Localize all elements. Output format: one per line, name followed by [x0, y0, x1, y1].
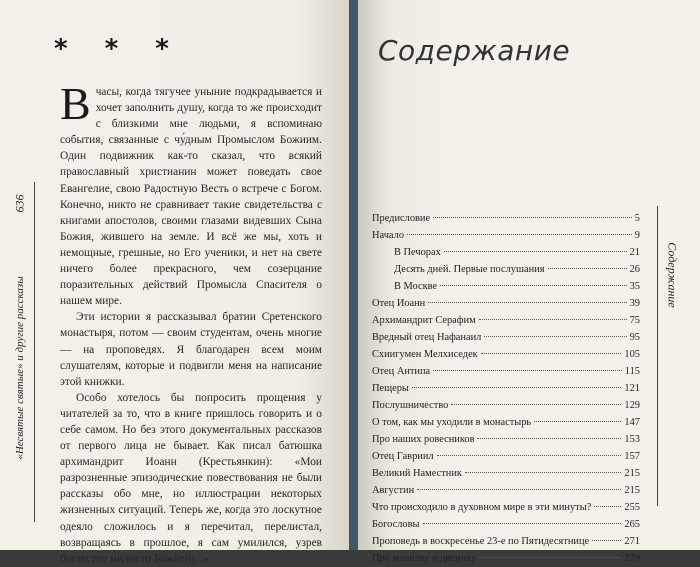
toc-leader-dots — [437, 454, 622, 456]
toc-entry[interactable] — [372, 210, 640, 227]
toc-entry[interactable] — [372, 533, 640, 550]
toc-entry-title: В Москве — [394, 281, 438, 292]
toc-leader-dots — [428, 301, 626, 303]
toc-entry-title: Схиигумен Мелхиседек — [372, 349, 478, 360]
toc-entry-title: В Печорах — [394, 247, 441, 258]
toc-entry[interactable] — [372, 397, 640, 414]
toc-entry-page: 215 — [624, 468, 640, 479]
toc-leader-dots — [433, 369, 622, 371]
toc-leader-dots — [477, 437, 621, 439]
toc-leader-dots — [417, 488, 621, 490]
section-ornament: * * * — [54, 34, 183, 64]
toc-entry[interactable] — [372, 516, 640, 533]
toc-entry[interactable] — [372, 312, 640, 329]
toc-entry[interactable] — [372, 482, 640, 499]
toc-entry-title: Пещеры — [372, 383, 409, 394]
toc-leader-dots — [534, 420, 621, 422]
toc-leader-dots — [594, 505, 621, 507]
toc-leader-dots — [444, 250, 627, 252]
paragraph-3: Особо хотелось бы попросить прощения у читателей за то, что в книге пришлось говорить и о себе самом. Но без этого документальных рассказов от первого лица не бывает. Как писал батюшка архимандрит Иоанн (Крестьянкин): «Мои разрозненные эпизодические повествования не были рассказы обо мне, но иллюстрации некоторых жизненных ситуаций. Теперь же, когда это лоскутное одеяло сложилось и я перечитал, перелистал, возвращаясь в прошлое, я сам умилился, узрев богатство милости Божией)...» — [60, 391, 322, 565]
toc-entry-title: Вредный отец Нафанаил — [372, 332, 482, 343]
paragraph-1-text: часы, когда тягучее уныние подкрадывается и хочет заполнить душу, когда то же происходит с близкими мне людьми, я вспоминаю события, связанные с чу́дным Промыслом Божиим. Один подвижник как-то сказал, что всякий православный христианин может поведать свое Евангелие, свою Радостную Весть о встрече с Богом. Конечно, никто не сравнивает такие свидетельства с книгами апостолов, своими глазами видевших Сына Божия, жившего на земле. И всё же мы, хоть и немощные, грешные, но Его ученики, и нет на свете ничего более прекрасного, чем созерцание поразительных действий Промысла Спасителя о нашем мире. — [60, 86, 322, 308]
toc-entry-title: Проповедь в воскресенье 23-е по Пятидесятнице — [372, 536, 590, 547]
toc-leader-dots — [451, 403, 621, 405]
toc-entry-title: Великий Наместник — [372, 468, 462, 479]
toc-entry-title: Десять дней. Первые послушания — [394, 264, 545, 275]
paragraph-1 — [60, 78, 322, 309]
toc-entry[interactable] — [372, 261, 640, 278]
toc-leader-dots — [481, 352, 622, 354]
toc-leader-dots — [433, 216, 632, 218]
toc-leader-dots — [465, 471, 621, 473]
toc-entry[interactable] — [372, 380, 640, 397]
toc-entry[interactable] — [372, 227, 640, 244]
toc-entry[interactable] — [372, 346, 640, 363]
toc-leader-dots — [548, 267, 627, 269]
toc-entry-page: 95 — [629, 332, 640, 343]
toc-entry-page: 153 — [624, 434, 640, 445]
toc-entry-page: 39 — [629, 298, 640, 309]
toc-entry-page: 147 — [624, 417, 640, 428]
toc-leader-dots — [479, 318, 627, 320]
toc-entry[interactable] — [372, 448, 640, 465]
toc-entry-page: 75 — [629, 315, 640, 326]
toc-entry-title: Про молитву и дисичку — [372, 553, 477, 564]
toc-entry[interactable] — [372, 244, 640, 261]
table-of-contents — [372, 210, 640, 567]
toc-entry[interactable] — [372, 414, 640, 431]
toc-entry-page: 5 — [634, 213, 640, 224]
left-margin — [12, 182, 28, 522]
running-head-left: «Несвятые святые» и другие рассказы — [14, 276, 26, 460]
toc-entry-page: 35 — [629, 281, 640, 292]
toc-entry-title: Предисловие — [372, 213, 431, 224]
toc-entry-page: 21 — [629, 247, 640, 258]
toc-entry[interactable] — [372, 278, 640, 295]
toc-entry-page: 271 — [624, 536, 640, 547]
body-text — [60, 78, 322, 567]
toc-entry[interactable] — [372, 550, 640, 567]
margin-rule — [34, 182, 35, 522]
toc-leader-dots — [412, 386, 622, 388]
toc-entry-title: Что происходило в духовном мире в эти минуты? — [372, 502, 592, 513]
toc-entry-title: Начало — [372, 230, 405, 241]
toc-entry-page: 215 — [624, 485, 640, 496]
toc-entry[interactable] — [372, 363, 640, 380]
paragraph-2: Эти истории я рассказывал братии Сретенского монастыря, потом — своим студентам, очень многие — на проповедях. Я благодарен всем моим слушателям, которые и подвигли меня на написание этой книжки. — [60, 311, 322, 388]
toc-entry-page: 157 — [624, 451, 640, 462]
running-head-right: Содержание — [665, 242, 680, 308]
toc-entry-title: Отец Антипа — [372, 366, 431, 377]
left-page — [0, 0, 349, 565]
toc-entry-page: 115 — [624, 366, 640, 377]
toc-entry-title: Богословы — [372, 519, 420, 530]
margin-rule-right — [657, 206, 658, 506]
toc-entry-title: Отец Иоанн — [372, 298, 426, 309]
toc-entry[interactable] — [372, 499, 640, 516]
toc-entry-page: 255 — [624, 502, 640, 513]
drop-cap: В — [60, 78, 91, 129]
toc-leader-dots — [440, 284, 627, 286]
toc-leader-dots — [423, 522, 622, 524]
toc-entry-page: 279 — [624, 553, 640, 564]
book-spine — [349, 0, 358, 550]
toc-leader-dots — [484, 335, 626, 337]
toc-leader-dots — [592, 539, 621, 541]
toc-entry-page: 26 — [629, 264, 640, 275]
toc-leader-dots — [407, 233, 632, 235]
toc-leader-dots — [479, 556, 621, 558]
toc-entry-page: 105 — [624, 349, 640, 360]
toc-entry[interactable] — [372, 295, 640, 312]
toc-entry[interactable] — [372, 329, 640, 346]
toc-entry-title: Августин — [372, 485, 415, 496]
toc-entry-title: Отец Гавриил — [372, 451, 434, 462]
toc-entry[interactable] — [372, 465, 640, 482]
page-number: 636 — [12, 194, 27, 213]
toc-entry-page: 121 — [624, 383, 640, 394]
page-title: Содержание — [378, 34, 571, 67]
toc-entry-page: 129 — [624, 400, 640, 411]
toc-entry-page: 9 — [634, 230, 640, 241]
toc-entry-title: О том, как мы уходили в монастырь — [372, 417, 532, 428]
toc-entry-title: Послушничество — [372, 400, 449, 411]
toc-entry-page: 265 — [624, 519, 640, 530]
toc-entry[interactable] — [372, 431, 640, 448]
toc-entry-title: Про наших ровесников — [372, 434, 475, 445]
toc-entry-title: Архимандрит Серафим — [372, 315, 476, 326]
